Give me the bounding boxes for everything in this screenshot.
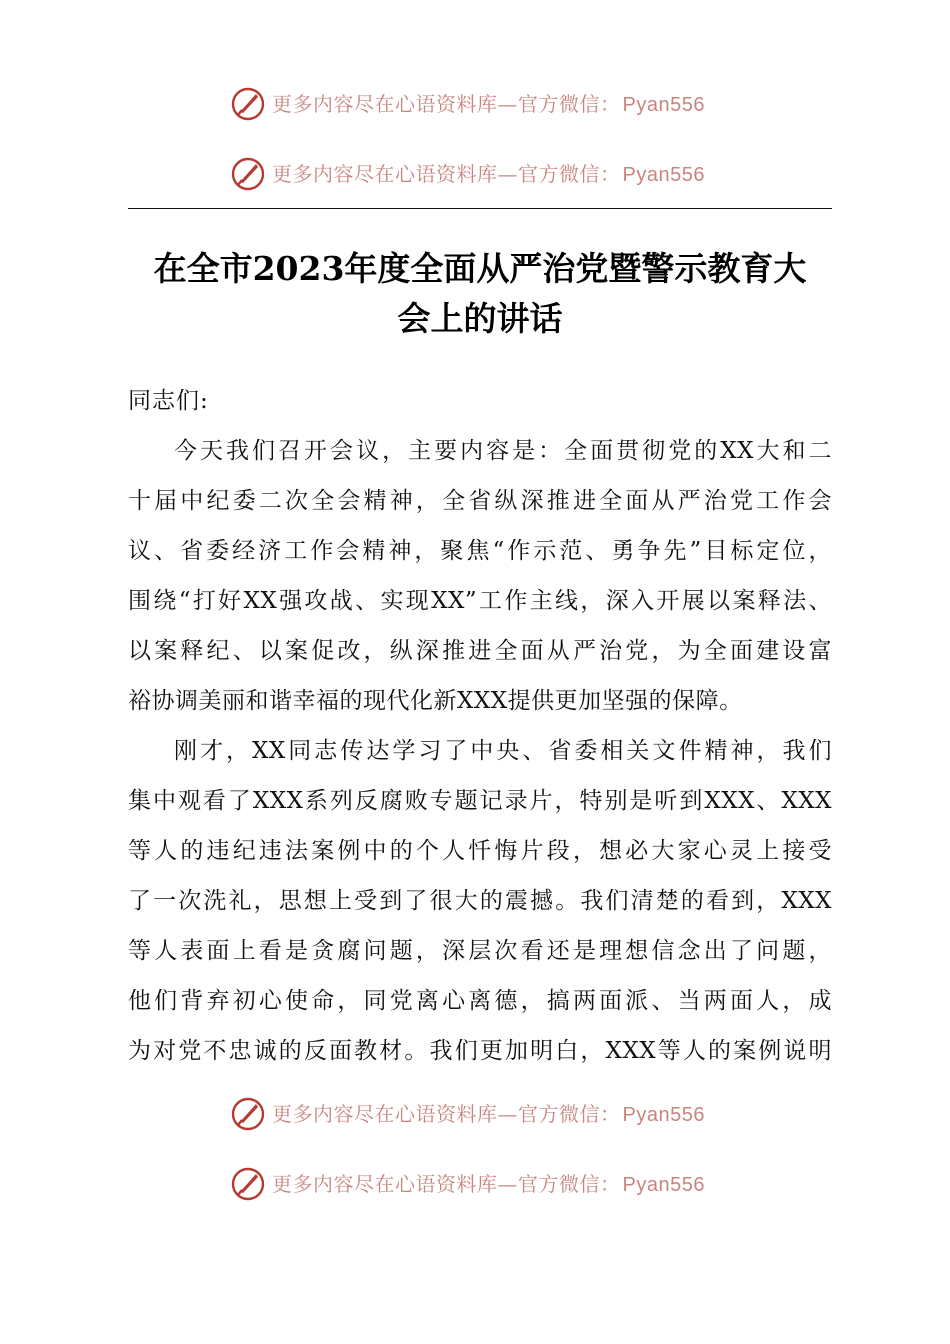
- watermark-banner: [0, 1164, 950, 1204]
- text-line: 十届中纪委二次全会精神，全省纵深推进全面从严治党工作会: [128, 488, 832, 514]
- watermark-text: [272, 1100, 705, 1129]
- watermark-banner: [0, 84, 950, 124]
- text-line: 等人的违纪违法案例中的个人忏悔片段，想必大家心灵上接受: [128, 838, 832, 864]
- text-line: 今天我们召开会议，主要内容是：全面贯彻党的XX大和二: [174, 438, 832, 464]
- title-line: 在全市2023年度全面从严治党暨警示教育大: [153, 249, 807, 288]
- watermark-text: [272, 1170, 705, 1199]
- watermark-text: [272, 160, 705, 189]
- watermark-banner: [0, 154, 950, 194]
- salutation: 同志们:: [128, 388, 209, 414]
- title-line: 会上的讲话: [397, 299, 563, 338]
- quill-pen-logo-icon: [230, 1166, 266, 1202]
- watermark-wechat-id: Pyan556: [622, 1104, 705, 1126]
- paragraph: [128, 726, 832, 1076]
- watermark-label: 更多内容尽在心语资料库—官方微信：: [272, 92, 621, 116]
- text-line: 议、省委经济工作会精神，聚焦“作示范、勇争先”目标定位，: [128, 538, 832, 564]
- quill-pen-logo-icon: [230, 156, 266, 192]
- quill-pen-logo-icon: [230, 1096, 266, 1132]
- text-line: 集中观看了XXX系列反腐败专题记录片，特别是听到XXX、XXX: [128, 788, 832, 814]
- watermark-banner: [0, 1094, 950, 1134]
- text-line: 刚才，XX同志传达学习了中央、省委相关文件精神，我们: [174, 738, 832, 764]
- watermark-wechat-id: Pyan556: [622, 1174, 705, 1196]
- watermark-label: 更多内容尽在心语资料库—官方微信：: [272, 1172, 621, 1196]
- document-title: [120, 244, 840, 344]
- text-line: 他们背弃初心使命，同党离心离德，搞两面派、当两面人，成: [128, 988, 832, 1014]
- text-line: 为对党不忠诚的反面教材。我们更加明白，XXX等人的案例说明: [128, 1038, 832, 1064]
- text-line: 等人表面上看是贪腐问题，深层次看还是理想信念出了问题，: [128, 938, 832, 964]
- paragraph: [128, 426, 832, 726]
- watermark-wechat-id: Pyan556: [622, 164, 705, 186]
- header-divider: [128, 208, 832, 209]
- text-line: 以案释纪、以案促改，纵深推进全面从严治党，为全面建设富: [128, 638, 832, 664]
- watermark-text: [272, 90, 705, 119]
- watermark-wechat-id: Pyan556: [622, 94, 705, 116]
- quill-pen-logo-icon: [230, 86, 266, 122]
- document-body: [128, 376, 832, 1076]
- watermark-label: 更多内容尽在心语资料库—官方微信：: [272, 162, 621, 186]
- watermark-label: 更多内容尽在心语资料库—官方微信：: [272, 1102, 621, 1126]
- text-line: 裕协调美丽和谐幸福的现代化新XXX提供更加坚强的保障。: [128, 688, 743, 714]
- text-line: 围绕“打好XX强攻战、实现XX”工作主线，深入开展以案释法、: [128, 588, 832, 614]
- text-line: 了一次洗礼，思想上受到了很大的震撼。我们清楚的看到，XXX: [128, 888, 832, 914]
